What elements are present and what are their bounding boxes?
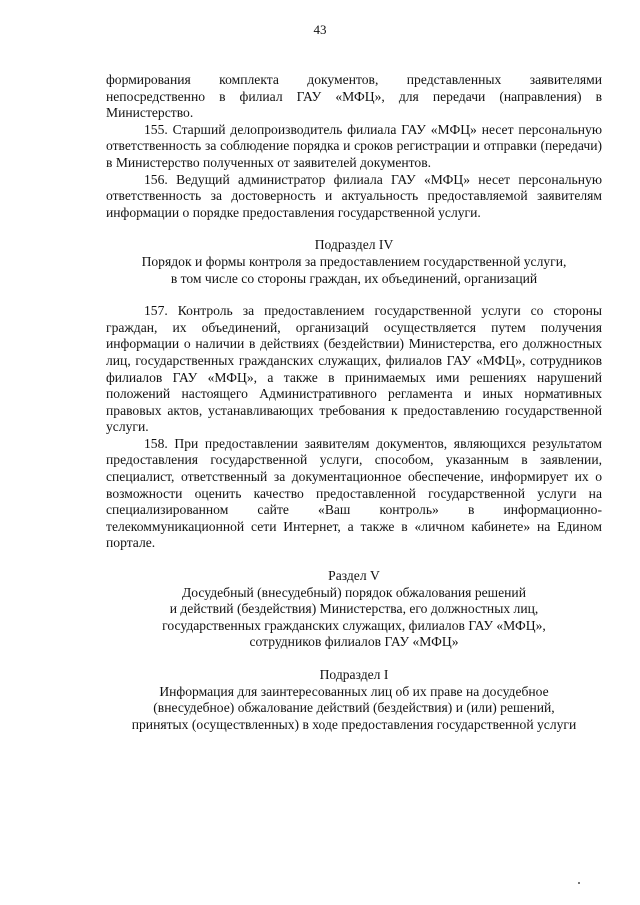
section-5-subtitle-line1: Досудебный (внесудебный) порядок обжалования решений [182,584,526,600]
section-5-title: Раздел V [328,568,380,584]
paragraph-158: 158. При предоставлении заявителям документов, являющихся результатом предоставления государственной услуги, способом, указанным в заявлении, специалист, ответственный за документационное обеспечение, информирует их о возможности оценить качество предоставленной государственной услуги на специализированном сайте «Ваш контроль» в информационно-телекоммуникационной сети Интернет, а также в «личном кабинете» на Едином портале. [106,435,602,551]
section-5-subtitle-line4: сотрудников филиалов ГАУ «МФЦ» [249,634,459,650]
subsection-4-heading [106,237,602,287]
subsection-4-subtitle-line1: Порядок и формы контроля за предоставлением государственной услуги, [141,253,567,269]
subsection-4-subtitle-line2: в том числе со стороны граждан, их объединений, организаций [170,270,538,286]
paragraph-intro: формирования комплекта документов, представленных заявителями непосредственно в филиал ГАУ «МФЦ», для передачи (направления) в Министерство. [106,72,602,121]
subsection-1-subtitle-line1: Информация для заинтересованных лиц об их праве на досудебное [159,683,549,699]
section-5-heading [106,568,602,651]
paragraph-155: 155. Старший делопроизводитель филиала ГАУ «МФЦ» несет персональную ответственность за соблюдение порядка и сроков регистрации и отправки (передачи) в Министерство полученных от заявителей документов. [106,121,602,170]
subsection-1-subtitle-line2: (внесудебное) обжалование действий (бездействия) и (или) решений, [153,700,555,716]
page-number: 43 [313,22,327,37]
document-body [106,72,602,733]
paragraph-157: 157. Контроль за предоставлением государственной услуги со стороны граждан, их объединений, организаций осуществляется путем получения информации о наличии в действиях (бездействии) Министерства, его должностных лиц, государственных гражданских служащих, филиалов ГАУ «МФЦ», сотрудников филиалов ГАУ «МФЦ», а также в принимаемых ими решениях нарушений положений настоящего Административного регламента и иных нормативных правовых актов, устанавливающих требования к предоставлению государственной услуги. [106,303,602,435]
subsection-4-title: Подраздел IV [314,237,394,253]
subsection-1-title: Подраздел I [319,667,389,682]
paragraph-156: 156. Ведущий администратор филиала ГАУ «МФЦ» несет персональную ответственность за достоверность и актуальность предоставляемой заявителям информации о порядке предоставления государственной услуги. [106,171,602,220]
subsection-1-heading [106,667,602,733]
section-5-subtitle-line3: государственных гражданских служащих, филиалов ГАУ «МФЦ», [162,617,546,633]
subsection-1-subtitle-line3: принятых (осуществленных) в ходе предоставления государственной услуги [131,716,577,732]
section-5-subtitle-line2: и действий (бездействия) Министерства, его должностных лиц, [169,601,539,617]
scan-speck [578,882,580,884]
